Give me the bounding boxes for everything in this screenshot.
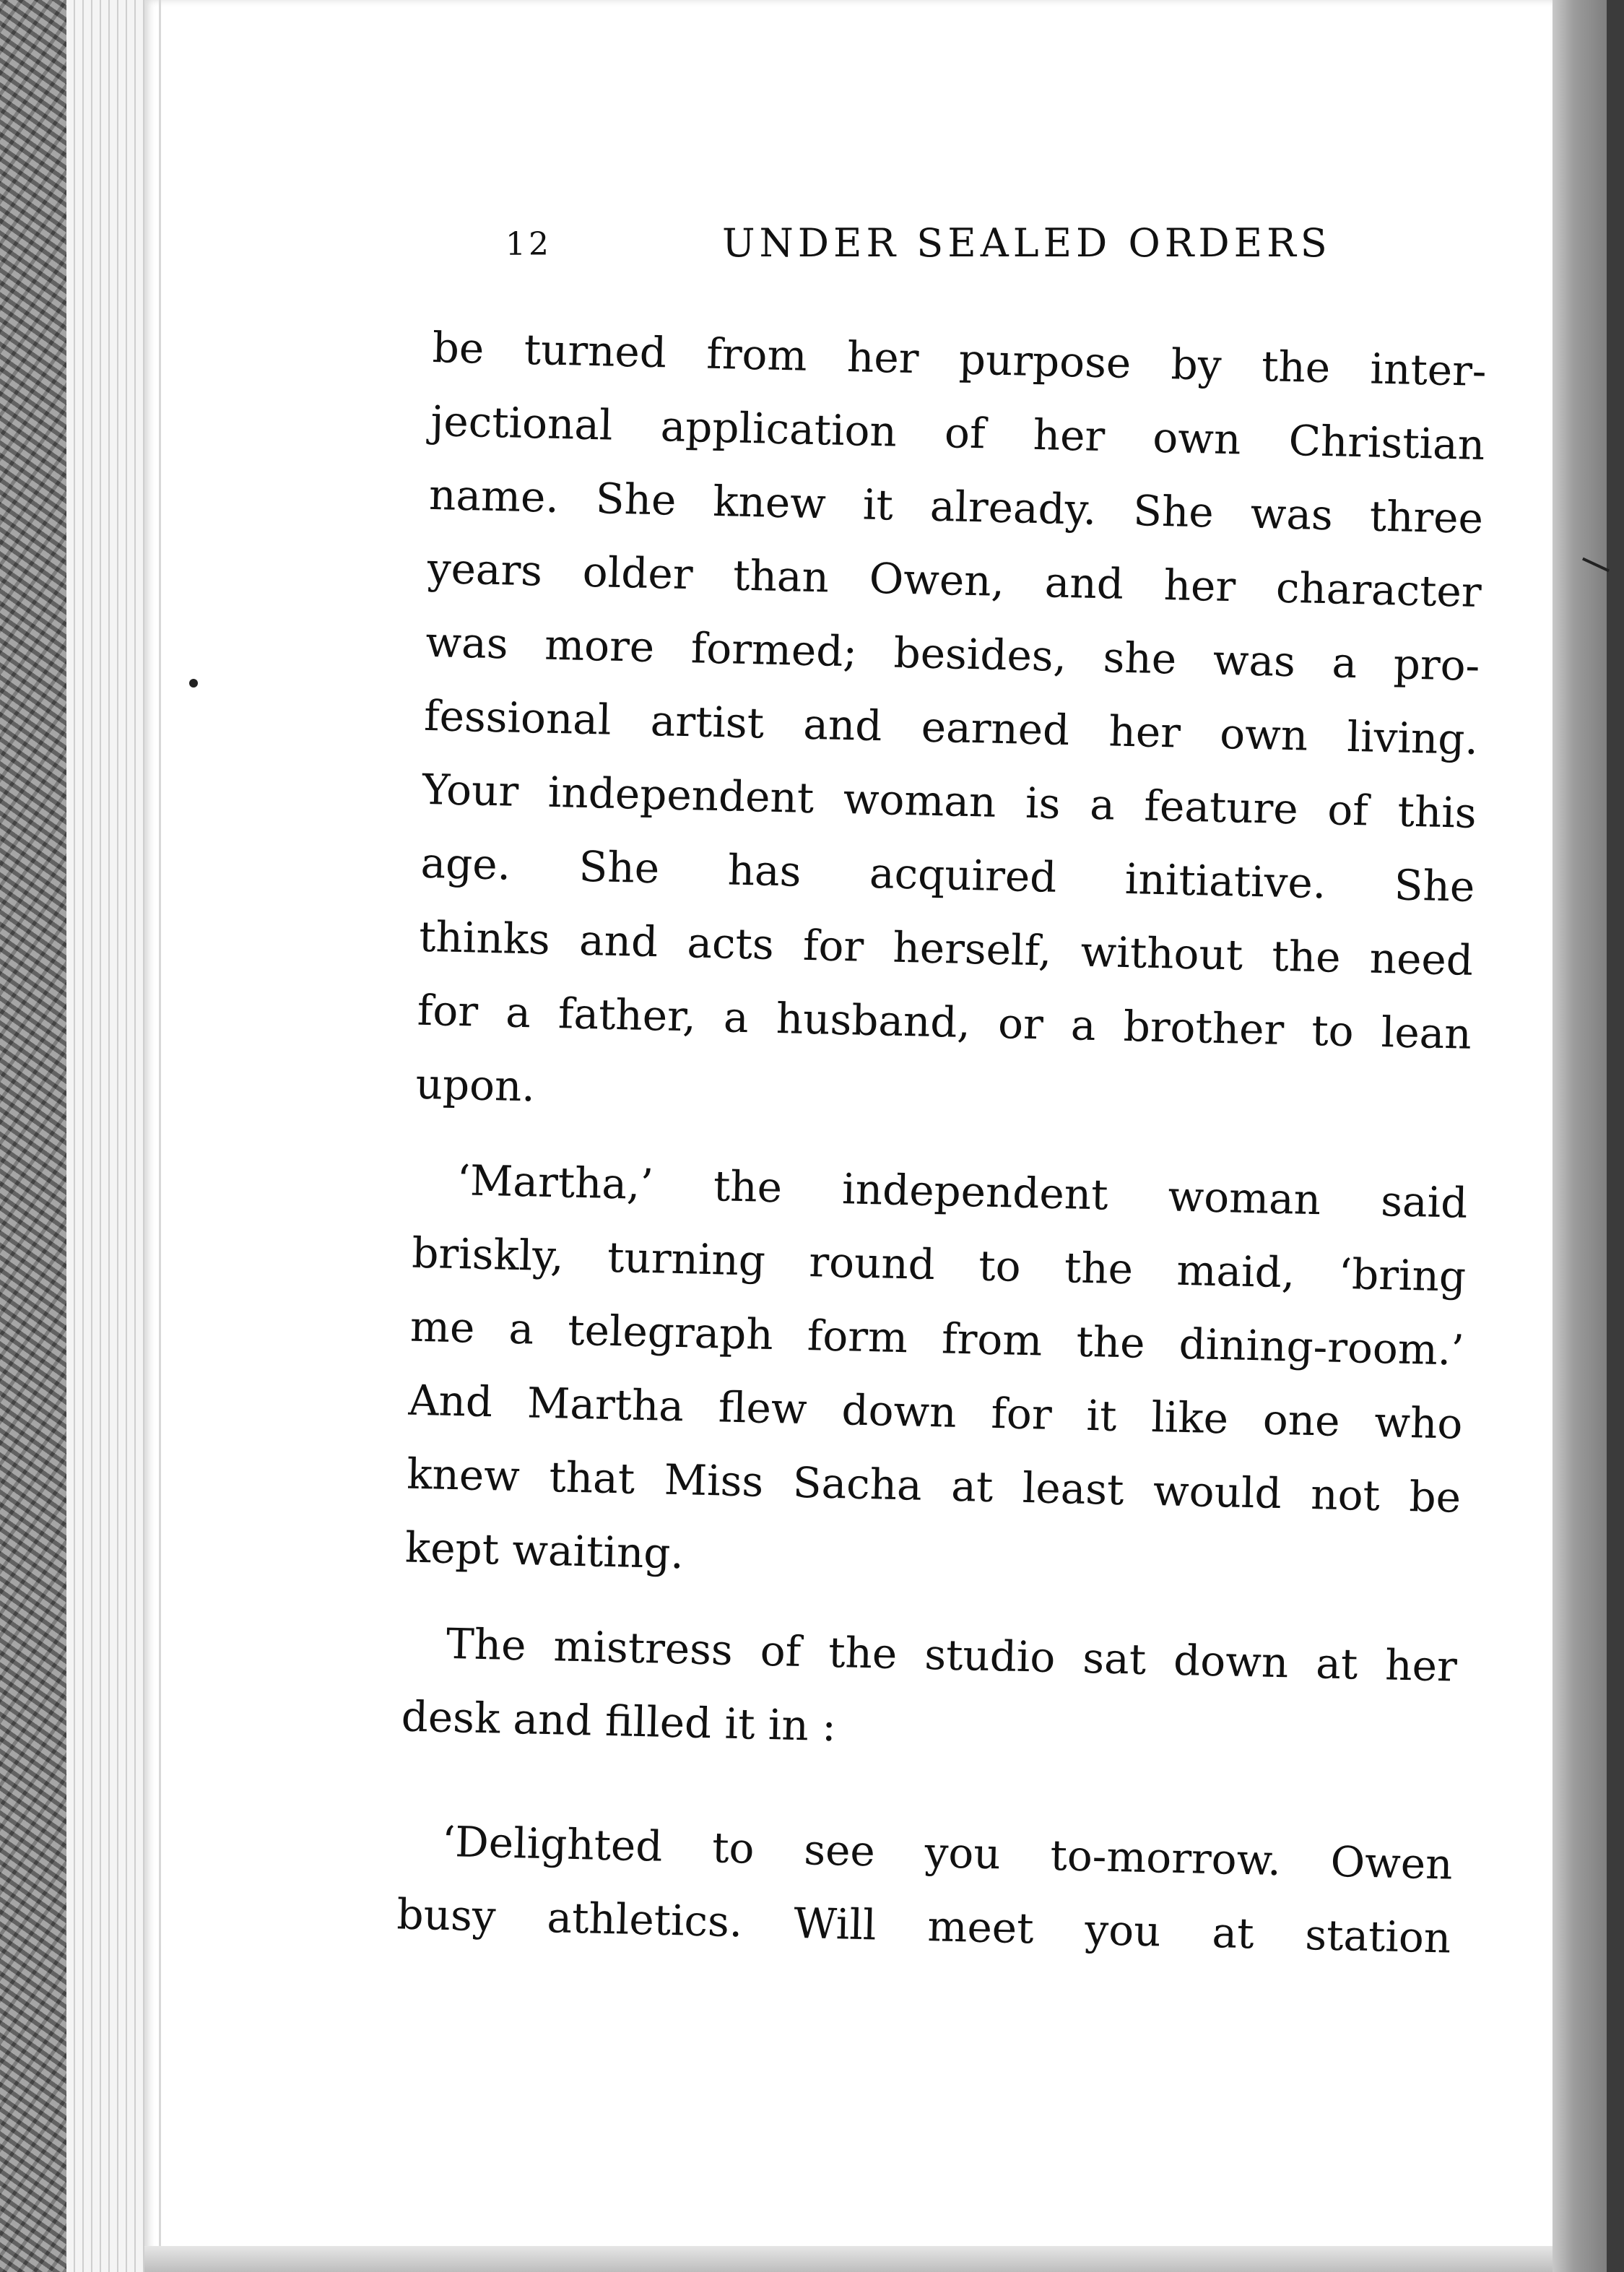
telegram-paragraph xyxy=(396,1803,1453,1974)
running-head xyxy=(505,220,1444,278)
paragraph xyxy=(415,311,1488,1145)
text-line: years older than Owen, and her character xyxy=(427,543,1482,617)
text-line: The mistress of the studio sat down at her xyxy=(446,1618,1458,1691)
text-line: was more formed; besides, she was a pro- xyxy=(425,617,1480,690)
text-line: be turned from her purpose by the inter- xyxy=(432,322,1488,396)
text-line: knew that Miss Sacha at least would not be xyxy=(406,1449,1462,1522)
text-line: briskly, turning round to the maid, ‘bring xyxy=(411,1228,1467,1301)
text-line: ‘Delighted to see you to-morrow. Owen xyxy=(441,1816,1454,1889)
text-line: kept waiting. xyxy=(404,1522,685,1579)
page-number: 12 xyxy=(505,226,552,263)
paragraph xyxy=(401,1606,1458,1777)
text-line: age. She has acquired initiative. She xyxy=(420,838,1476,911)
page-bottom-shadow xyxy=(144,2246,1553,2272)
page-gutter-line xyxy=(152,0,161,2246)
text-line: me a telegraph form from the dining-room.’ xyxy=(409,1301,1465,1375)
text-line: fessional artist and earned her own living. xyxy=(423,690,1479,764)
right-binding-shadow xyxy=(1607,0,1624,2272)
text-line: Your independent woman is a feature of this xyxy=(422,764,1477,838)
text-line: name. She knew it already. She was three xyxy=(428,469,1484,544)
text-line: upon. xyxy=(414,1059,536,1111)
body-text xyxy=(396,311,1487,1975)
stray-ink-dot xyxy=(189,679,198,688)
marbled-cover-edge xyxy=(0,0,66,2272)
paragraph xyxy=(404,1142,1469,1608)
running-title: UNDER SEALED ORDERS xyxy=(722,220,1332,266)
text-line: ‘Martha,’ the independent woman said xyxy=(456,1155,1469,1228)
text-line: thinks and acts for herself, without the need xyxy=(418,911,1474,985)
text-line: for a father, a husband, or a brother to lean xyxy=(417,985,1472,1059)
text-line: busy athletics. Will meet you at station xyxy=(396,1889,1452,1963)
text-line: And Martha flew down for it like one who xyxy=(407,1375,1464,1449)
text-line: desk and filled it in : xyxy=(401,1691,837,1751)
text-line: jectional application of her own Christian xyxy=(430,396,1485,470)
